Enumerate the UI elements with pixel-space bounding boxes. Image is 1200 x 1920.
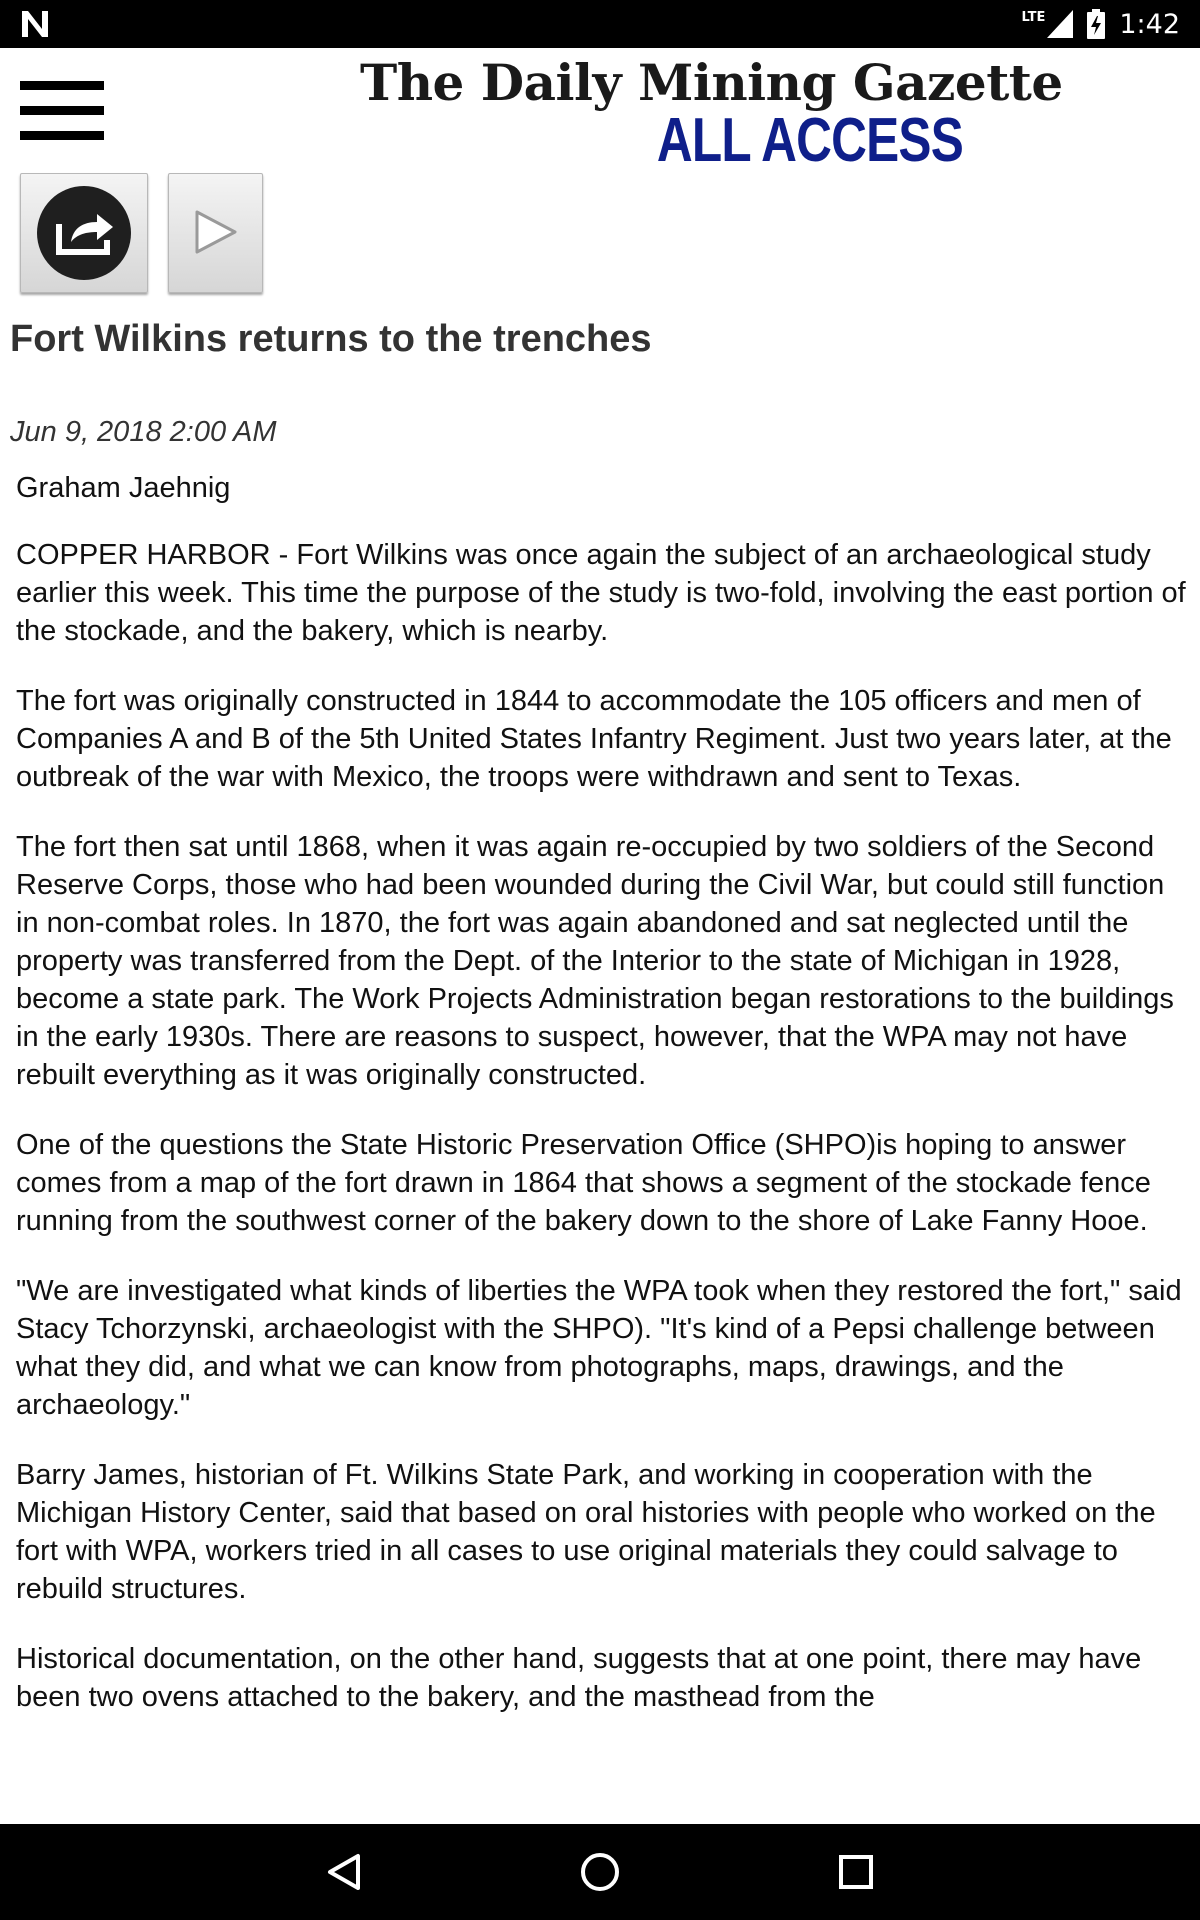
home-button[interactable] [540, 1824, 660, 1920]
article-paragraph: The fort was originally constructed in 1844 to accommodate the 105 officers and men of Companies A and B of the 5th United States Infantry Regiment. Just two years later, at the outbreak of the war with Mexico, the troops were withdrawn and sent to Texas. [16, 685, 1172, 793]
notification-n-icon [20, 9, 50, 39]
status-bar [0, 0, 1200, 48]
recents-button[interactable] [796, 1824, 916, 1920]
all-access-label: ALL ACCESS [656, 106, 963, 175]
menu-icon[interactable] [20, 81, 104, 141]
network-type: LTE [1021, 9, 1046, 25]
app-header [0, 48, 1200, 173]
system-nav-bar [0, 1824, 1200, 1920]
recents-icon [836, 1852, 876, 1892]
play-button[interactable] [168, 173, 263, 293]
article-paragraph: COPPER HARBOR - Fort Wilkins was once again the subject of an archaeological study earlier this week. This time the purpose of the study is two-fold, involving the east portion of the stockade, and the bakery, which is nearby. [16, 539, 1186, 647]
article-title: Fort Wilkins returns to the trenches [10, 318, 652, 360]
article-paragraph: One of the questions the State Historic Preservation Office (SHPO)is hoping to answer comes from a map of the fort drawn in 1864 that shows a segment of the stockade fence running from the southwest corner of the bakery down to the shore of Lake Fanny Hooe. [16, 1129, 1151, 1237]
masthead-logo [360, 53, 1063, 175]
home-icon [580, 1852, 620, 1892]
back-icon [324, 1852, 364, 1892]
share-button[interactable] [20, 173, 148, 293]
play-icon [193, 208, 239, 256]
article-paragraph: Barry James, historian of Ft. Wilkins State Park, and working in cooperation with the Michigan History Center, said that based on oral histories with people who worked on the fort with WPA, workers tried in all cases to use original materials they could salvage to rebuild structures. [16, 1459, 1156, 1605]
paper-name: The Daily Mining Gazette [360, 53, 1063, 112]
signal-icon [1047, 10, 1073, 38]
battery-charging-icon [1087, 9, 1105, 39]
article-date: Jun 9, 2018 2:00 AM [10, 416, 277, 448]
clock: 1:42 [1119, 8, 1180, 40]
article-paragraph: Historical documentation, on the other hand, suggests that at one point, there may have been two ovens attached to the bakery, and the masthead from the [16, 1643, 1142, 1713]
article-author: Graham Jaehnig [16, 472, 231, 504]
article-paragraph: The fort then sat until 1868, when it was again re-occupied by two soldiers of the Second Reserve Corps, those who had been wounded during the Civil War, but could still function in non-combat roles. In 1870, the fort was again abandoned and sat neglected until the property was transferred from the Dept. of the Interior to the state of Michigan in 1928, become a state park. The Work Projects Administration began restorations to the buildings in the early 1930s. There are reasons to suspect, however, that the WPA may not have rebuilt everything as it was originally constructed. [16, 831, 1174, 1091]
article-paragraph: "We are investigated what kinds of liberties the WPA took when they restored the fort," said Stacy Tchorzynski, archaeologist with the SHPO). "It's kind of a Pepsi challenge between what they did, and what we can know from photographs, maps, drawings, and the archaeology." [16, 1275, 1182, 1421]
back-button[interactable] [284, 1824, 404, 1920]
article-body [16, 536, 1186, 1748]
share-icon [35, 184, 133, 282]
